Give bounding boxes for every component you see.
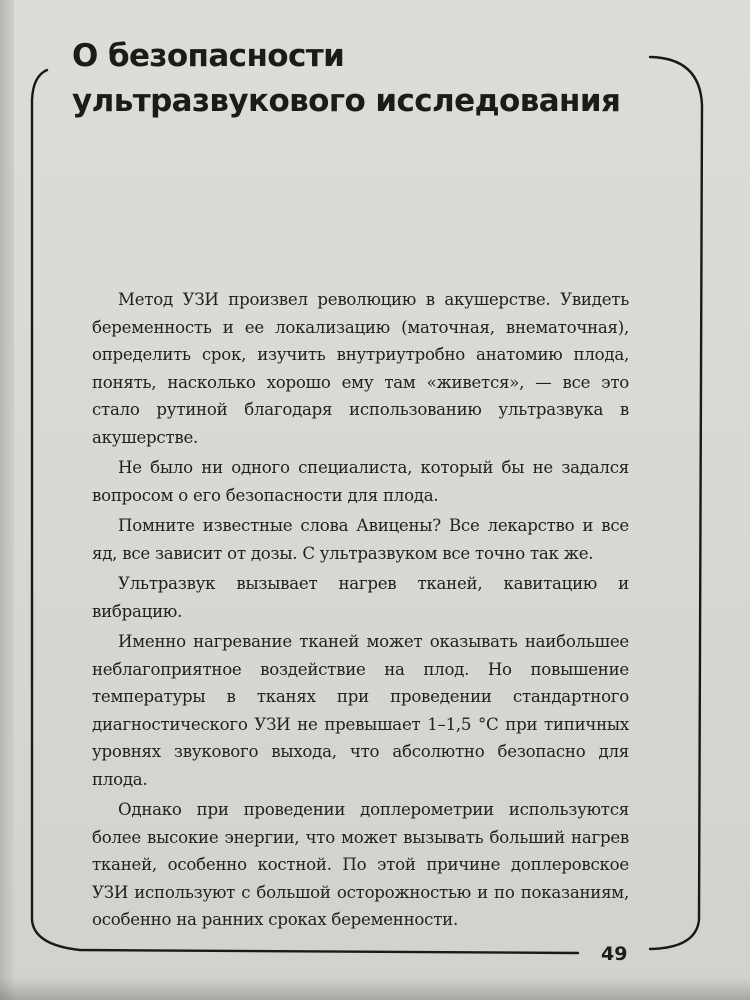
paragraph: Именно нагревание тканей может оказывать наибольшее неблагоприятное воздействие на плод. Но повышение температуры в тканях при проведении стандартного диагностического УЗИ не превышает 1–1,5 °C при типичных уровнях звукового выхода, что абсолютно безопасно для плода. <box>92 632 629 789</box>
page-bottom-shadow <box>0 978 750 1000</box>
page-number: 49 <box>601 943 628 965</box>
body-text <box>92 286 629 934</box>
paragraph: Ультразвук вызывает нагрев тканей, кавитацию и вибрацию. <box>92 574 629 621</box>
paragraph: Однако при проведении доплерометрии используются более высокие энергии, что может вызывать больший нагрев тканей, особенно костной. По этой причине доплеровское УЗИ используют с большой осторожностью и по показаниям, особенно на ранних сроках беременности. <box>92 800 629 929</box>
chapter-title-line-2: ультразвукового исследования <box>72 83 621 119</box>
chapter-title <box>72 34 620 124</box>
paragraph: Помните известные слова Авицены? Все лекарство и все яд, все зависит от дозы. С ультразвуком все точно так же. <box>92 516 629 563</box>
paragraph: Метод УЗИ произвел революцию в акушерстве. Увидеть беременность и ее локализацию (маточная, внематочная), определить срок, изучить внутриутробно анатомию плода, понять, насколько хорошо ему там «живется», — все это стало рутиной благодаря использованию ультразвука в акушерстве. <box>92 290 629 447</box>
paragraph: Не было ни одного специалиста, который бы не задался вопросом о его безопасности для плода. <box>92 458 629 505</box>
chapter-title-line-1: О безопасности <box>72 38 345 74</box>
